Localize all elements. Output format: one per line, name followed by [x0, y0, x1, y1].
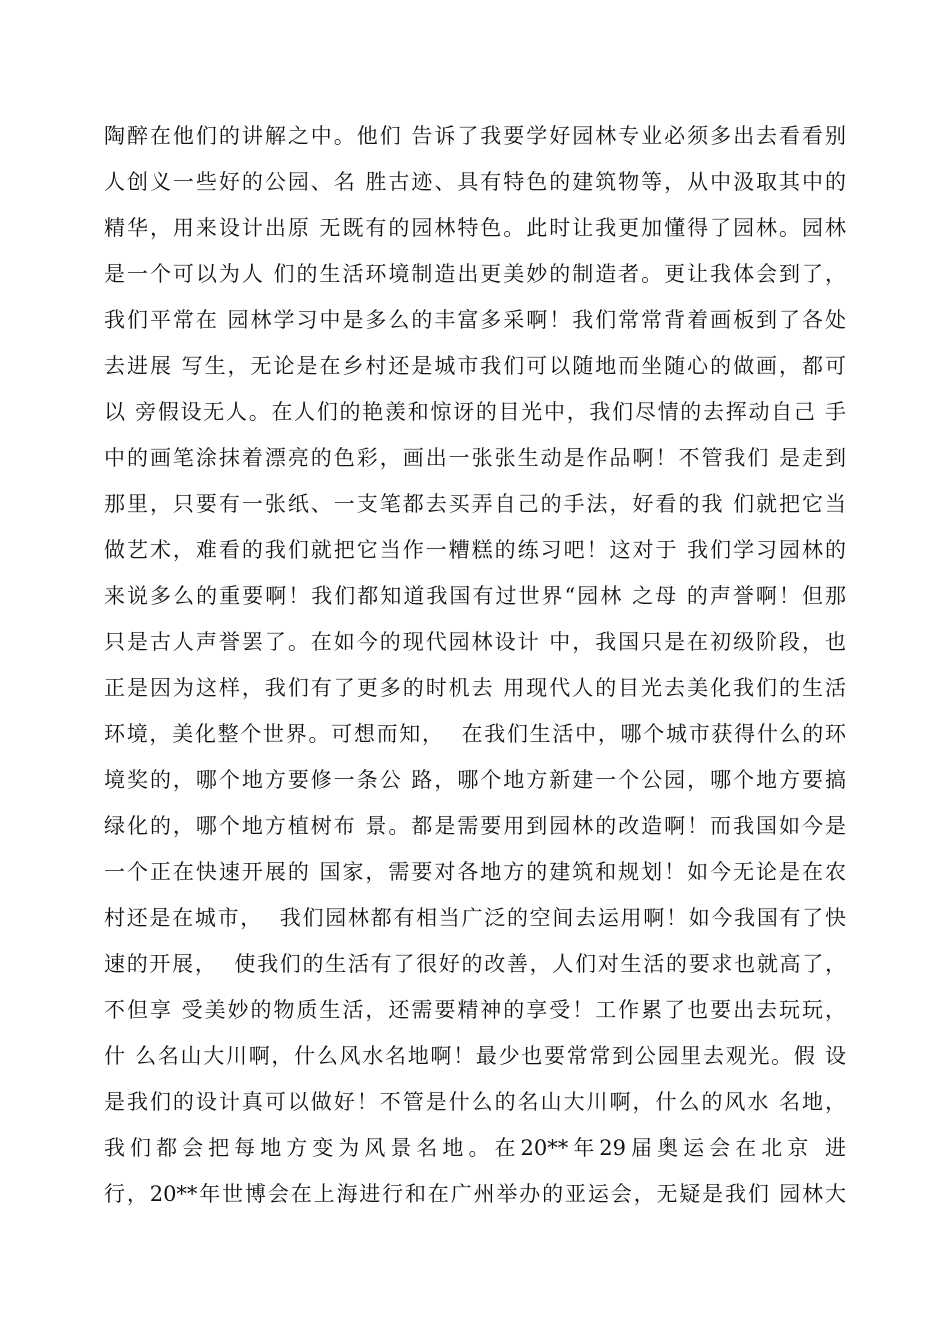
text-line: 陶醉在他们的讲解之中。他们 告诉了我要学好园林专业必须多出去看看别	[104, 124, 846, 148]
text-line: 不但享 受美妙的物质生活，还需要精神的享受！工作累了也要出去玩玩，	[104, 998, 846, 1022]
text-line: 正是因为这样，我们有了更多的时机去 用现代人的目光去美化我们的生活	[104, 676, 846, 700]
text-line: 我们平常在 园林学习中是多么的丰富多采啊！我们常常背着画板到了各处	[104, 308, 846, 332]
text-line: 只是古人声誉罢了。在如今的现代园林设计 中，我国只是在初级阶段，也	[104, 630, 846, 654]
text-line: 绿化的，哪个地方植树布 景。都是需要用到园林的改造啊！而我国如今是	[104, 814, 846, 838]
text-line: 什 么名山大川啊，什么风水名地啊！最少也要常常到公园里去观光。假 设	[104, 1044, 846, 1068]
text-line: 环境，美化整个世界。可想而知， 在我们生活中，哪个城市获得什么的环	[104, 722, 846, 746]
text-line: 精华，用来设计出原 无既有的园林特色。此时让我更加懂得了园林。园林	[104, 216, 846, 240]
text-line: 中的画笔涂抹着漂亮的色彩，画出一张张生动是作品啊！不管我们 是走到	[104, 446, 846, 470]
body-text	[104, 113, 846, 1217]
text-line: 境奖的，哪个地方要修一条公 路，哪个地方新建一个公园，哪个地方要搞	[104, 768, 846, 792]
text-line: 来说多么的重要啊！我们都知道我国有过世界“园林 之母 的声誉啊！但那	[104, 584, 846, 608]
text-line: 速的开展， 使我们的生活有了很好的改善，人们对生活的要求也就高了，	[104, 952, 846, 976]
text-line: 是一个可以为人 们的生活环境制造出更美妙的制造者。更让我体会到了，	[104, 262, 846, 286]
text-line: 村还是在城市， 我们园林都有相当广泛的空间去运用啊！如今我国有了快	[104, 906, 846, 930]
text-line: 以 旁假设无人。在人们的艳羡和惊讶的目光中，我们尽情的去挥动自己 手	[104, 400, 846, 424]
text-line: 做艺术，难看的我们就把它当作一糟糕的练习吧！这对于 我们学习园林的	[104, 538, 846, 562]
text-line: 是我们的设计真可以做好！不管是什么的名山大川啊，什么的风水 名地，	[104, 1090, 846, 1114]
text-line: 行，20**年世博会在上海进行和在广州举办的亚运会，无疑是我们 园林大	[104, 1182, 846, 1206]
text-line: 我们都会把每地方变为风景名地。在20**年29届奥运会在北京 进	[104, 1136, 846, 1160]
text-line: 那里，只要有一张纸、一支笔都去买弄自己的手法，好看的我 们就把它当	[104, 492, 846, 516]
text-line: 人创义一些好的公园、名 胜古迹、具有特色的建筑物等，从中汲取其中的	[104, 170, 846, 194]
text-line: 一个正在快速开展的 国家，需要对各地方的建筑和规划！如今无论是在农	[104, 860, 846, 884]
text-line: 去进展 写生，无论是在乡村还是城市我们可以随地而坐随心的做画，都可	[104, 354, 846, 378]
